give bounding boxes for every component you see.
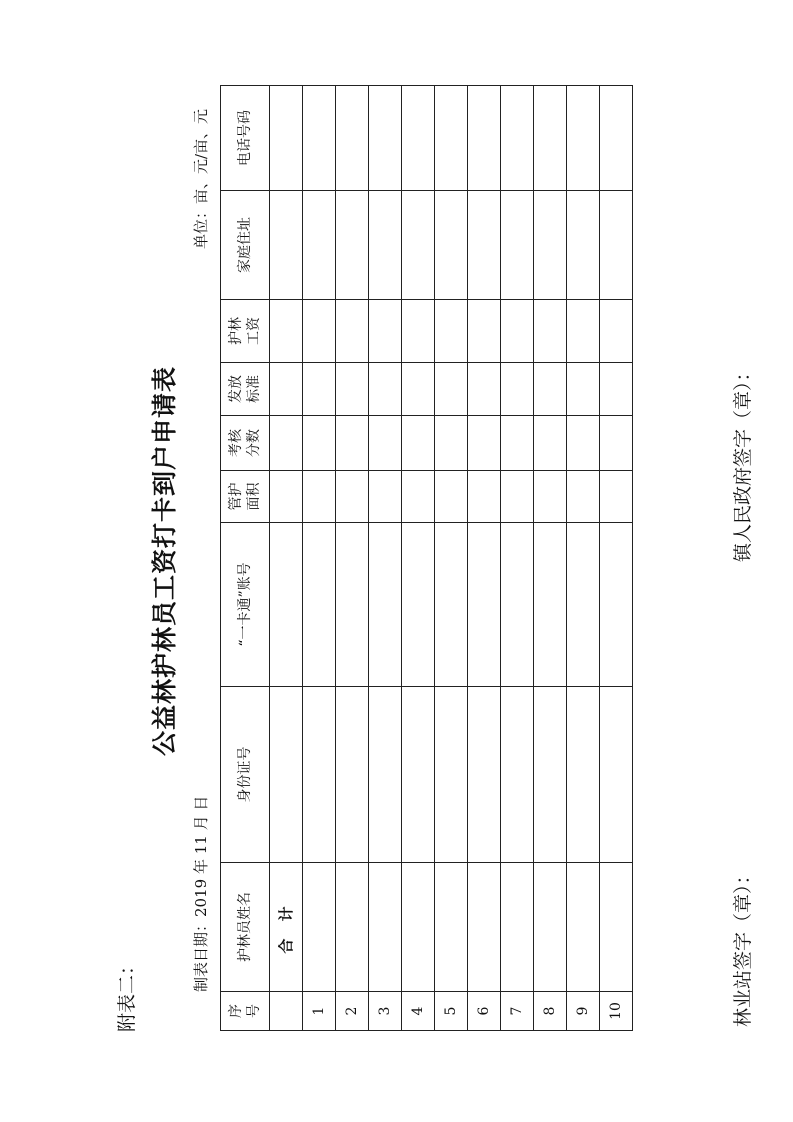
- table-cell: [402, 300, 435, 363]
- table-cell: [402, 191, 435, 300]
- town-government-signature: 镇人民政府签字（章）：: [732, 362, 754, 562]
- table-cell: [600, 863, 633, 992]
- table-row: [435, 86, 468, 1031]
- table-cell: [369, 523, 402, 687]
- table-cell: [270, 471, 303, 523]
- table-cell: [567, 687, 600, 863]
- header-phone: 电话号码: [221, 86, 270, 191]
- table-cell: [501, 191, 534, 300]
- table-cell: [600, 471, 633, 523]
- table-cell: [600, 523, 633, 687]
- table-cell: [303, 416, 336, 471]
- table-cell: [567, 863, 600, 992]
- table-cell: [270, 300, 303, 363]
- table-cell: [468, 86, 501, 191]
- header-area: 管护 面积: [221, 471, 270, 523]
- date-line: 制表日期：2019 年 11 月 日: [192, 795, 210, 992]
- table-cell: [567, 471, 600, 523]
- table-cell: [402, 523, 435, 687]
- table-cell: [600, 687, 633, 863]
- table-cell: [270, 687, 303, 863]
- table-cell: [501, 863, 534, 992]
- table-cell: [501, 687, 534, 863]
- attachment-label: 附表二：: [116, 955, 138, 1032]
- header-wage: 护林 工资: [221, 300, 270, 363]
- table-row: [336, 86, 369, 1031]
- table-cell: [303, 300, 336, 363]
- table-cell: [468, 687, 501, 863]
- table-cell: [501, 300, 534, 363]
- table-cell: [534, 687, 567, 863]
- form-title: 公益林护林员工资打卡到户申请表: [150, 366, 179, 757]
- table-row: [303, 86, 336, 1031]
- table-cell: [534, 416, 567, 471]
- header-seq: 序 号: [221, 992, 270, 1031]
- table-cell: [336, 86, 369, 191]
- table-row: [600, 86, 633, 1031]
- table-row: [468, 86, 501, 1031]
- table-cell: [336, 363, 369, 416]
- row-number: 7: [501, 992, 534, 1031]
- header-address: 家庭住址: [221, 191, 270, 300]
- table-cell: [435, 191, 468, 300]
- table-cell: [336, 523, 369, 687]
- table-cell: [435, 86, 468, 191]
- table-cell: [435, 300, 468, 363]
- row-number: 3: [369, 992, 402, 1031]
- table-cell: [468, 300, 501, 363]
- table-cell: [567, 191, 600, 300]
- table-cell: [501, 416, 534, 471]
- table-cell: [402, 471, 435, 523]
- table-cell: [468, 363, 501, 416]
- table-cell: [567, 416, 600, 471]
- row-number: 6: [468, 992, 501, 1031]
- row-number: 2: [336, 992, 369, 1031]
- table-cell: [303, 191, 336, 300]
- table-cell: [501, 86, 534, 191]
- table-cell: [303, 523, 336, 687]
- table-cell: [369, 416, 402, 471]
- table-cell: [600, 300, 633, 363]
- table-cell: [468, 471, 501, 523]
- table-cell: [534, 86, 567, 191]
- table-cell: [402, 86, 435, 191]
- table-cell: [270, 86, 303, 191]
- table-cell: [336, 300, 369, 363]
- table-cell: [534, 300, 567, 363]
- table-cell: [402, 687, 435, 863]
- header-score: 考核 分数: [221, 416, 270, 471]
- table-cell: [369, 191, 402, 300]
- table-cell: [435, 687, 468, 863]
- row-number: 5: [435, 992, 468, 1031]
- table-cell: [501, 471, 534, 523]
- table-cell: [369, 471, 402, 523]
- table-cell: [567, 363, 600, 416]
- table-cell: [435, 363, 468, 416]
- header-id-number: 身份证号: [221, 687, 270, 863]
- table-cell: [270, 416, 303, 471]
- table-cell: [336, 863, 369, 992]
- table-cell: [468, 416, 501, 471]
- table-cell: [600, 86, 633, 191]
- table-cell: [402, 363, 435, 416]
- total-seq-cell: [270, 992, 303, 1031]
- table-cell: [435, 523, 468, 687]
- header-name: 护林员姓名: [221, 863, 270, 992]
- table-cell: [468, 191, 501, 300]
- total-row: [270, 86, 303, 1031]
- table-cell: [303, 471, 336, 523]
- table-cell: [303, 86, 336, 191]
- table-cell: [336, 191, 369, 300]
- table-cell: [567, 523, 600, 687]
- table-cell: [534, 471, 567, 523]
- table-cell: [567, 300, 600, 363]
- table-cell: [468, 863, 501, 992]
- forestry-station-signature: 林业站签字（章）：: [732, 865, 754, 1027]
- unit-line: 单位：亩、元/亩、元: [192, 108, 210, 249]
- table-cell: [534, 363, 567, 416]
- row-number: 10: [600, 992, 633, 1031]
- table-cell: [501, 363, 534, 416]
- table-row: [567, 86, 600, 1031]
- table-cell: [369, 86, 402, 191]
- table-cell: [468, 523, 501, 687]
- total-label: 合 计: [270, 863, 303, 992]
- table-cell: [303, 863, 336, 992]
- table-cell: [369, 363, 402, 416]
- header-row: [221, 86, 270, 1031]
- table-cell: [336, 471, 369, 523]
- table-cell: [567, 86, 600, 191]
- table-cell: [534, 523, 567, 687]
- table-cell: [600, 416, 633, 471]
- table-cell: [270, 191, 303, 300]
- table-cell: [402, 416, 435, 471]
- row-number: 4: [402, 992, 435, 1031]
- table-cell: [534, 863, 567, 992]
- table-cell: [270, 363, 303, 416]
- table-cell: [270, 523, 303, 687]
- table-row: [501, 86, 534, 1031]
- table-cell: [435, 471, 468, 523]
- table-row: [402, 86, 435, 1031]
- application-table: [220, 85, 633, 1031]
- row-number: 8: [534, 992, 567, 1031]
- table-cell: [534, 191, 567, 300]
- table-cell: [501, 523, 534, 687]
- table-cell: [369, 863, 402, 992]
- table-row: [369, 86, 402, 1031]
- table-cell: [435, 416, 468, 471]
- table-row: [534, 86, 567, 1031]
- table-cell: [336, 687, 369, 863]
- row-number: 9: [567, 992, 600, 1031]
- header-standard: 发放 标准: [221, 363, 270, 416]
- table-cell: [303, 687, 336, 863]
- table-cell: [369, 300, 402, 363]
- table-cell: [369, 687, 402, 863]
- header-account: “一卡通”账号: [221, 523, 270, 687]
- table-cell: [600, 191, 633, 300]
- table-cell: [336, 416, 369, 471]
- table-cell: [303, 363, 336, 416]
- table-cell: [435, 863, 468, 992]
- table-cell: [402, 863, 435, 992]
- table-cell: [600, 363, 633, 416]
- row-number: 1: [303, 992, 336, 1031]
